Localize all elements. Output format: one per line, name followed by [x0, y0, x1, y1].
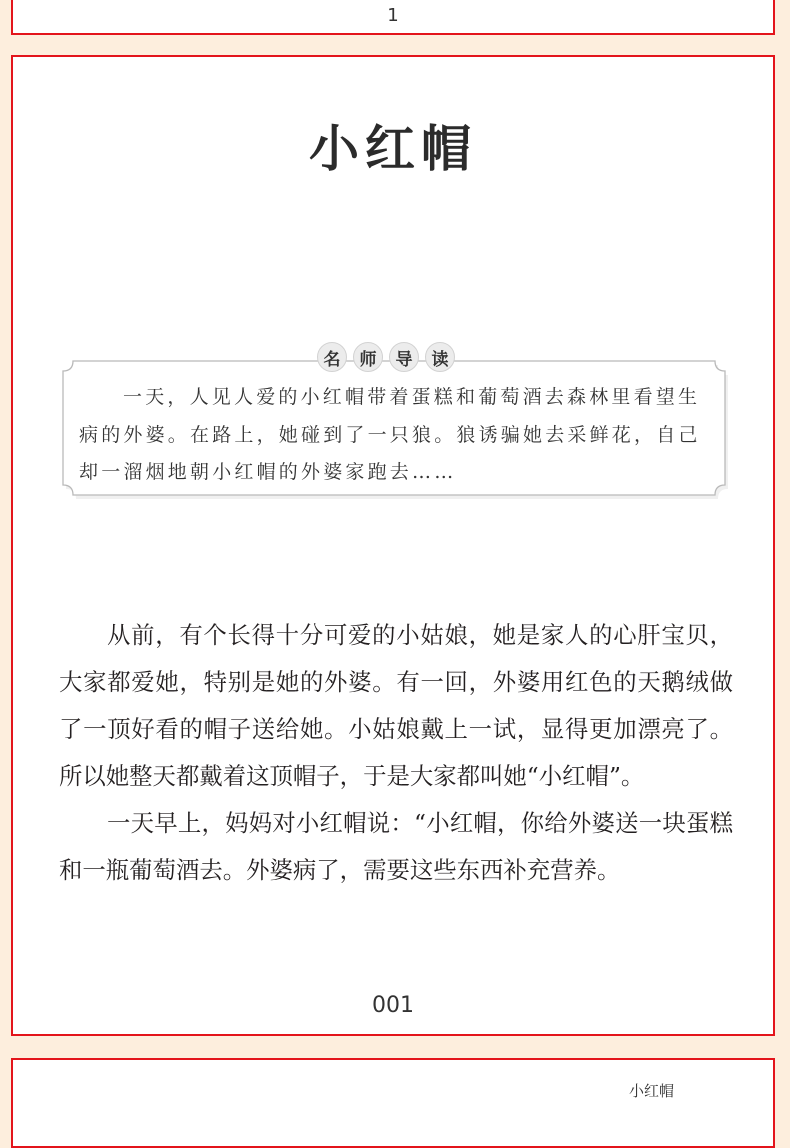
next-page — [11, 1058, 775, 1148]
page-title: 小红帽 — [309, 120, 477, 178]
previous-page — [11, 0, 775, 35]
running-header: 小红帽 — [629, 1082, 675, 1100]
story-paragraph: 从前，有个长得十分可爱的小姑娘，她是家人的心肝宝贝，大家都爱她，特别是她的外婆。有一回，外婆用红色的天鹅绒做了一顶好看的帽子送给她。小姑娘戴上一试，显得更加漂亮了。所以她整天都戴着这顶帽子，于是大家都叫她“小红帽”。 — [59, 621, 733, 790]
guide-label-char: 师 — [353, 342, 383, 372]
guide-label — [317, 342, 455, 372]
page-number: 001 — [372, 993, 414, 1018]
story-body — [59, 612, 733, 894]
guide-label-char: 名 — [317, 342, 347, 372]
teacher-guide-box — [59, 349, 729, 499]
guide-label-char: 导 — [389, 342, 419, 372]
guide-text: 一天，人见人爱的小红帽带着蛋糕和葡萄酒去森林里看望生病的外婆。在路上，她碰到了一只狼。狼诱骗她去采鲜花，自己却一溜烟地朝小红帽的外婆家跑去…… — [79, 386, 701, 483]
main-page — [11, 55, 775, 1036]
guide-label-char: 读 — [425, 342, 455, 372]
story-paragraph: 一天早上，妈妈对小红帽说：“小红帽，你给外婆送一块蛋糕和一瓶葡萄酒去。外婆病了，需要这些东西补充营养。 — [59, 809, 733, 884]
previous-page-number: 1 — [387, 5, 399, 26]
